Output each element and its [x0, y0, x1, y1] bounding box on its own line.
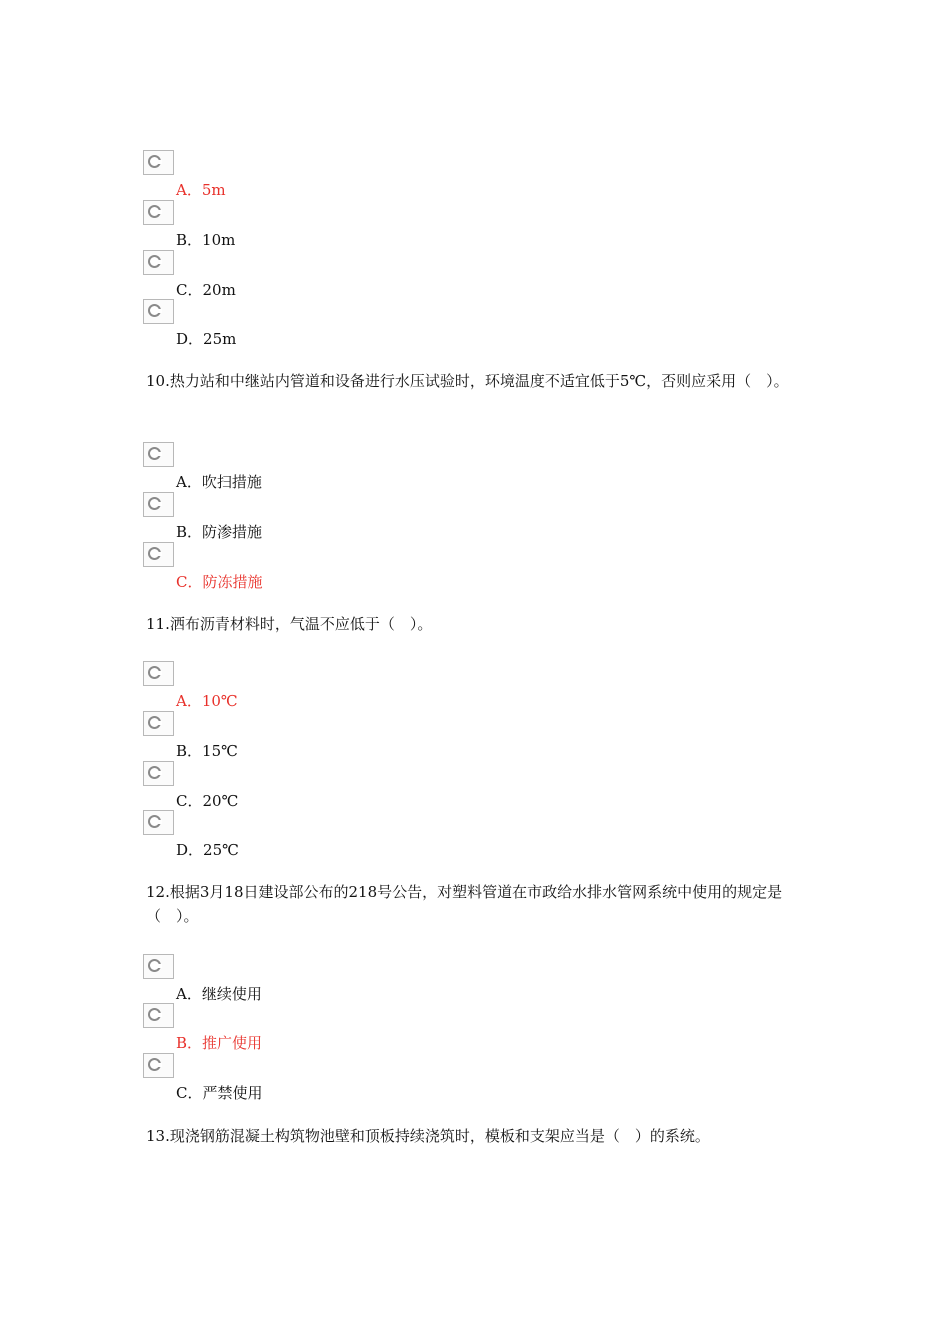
radio-option-9d[interactable] — [143, 299, 174, 324]
question-text — [146, 612, 806, 636]
option-label-9c: C．20m — [176, 281, 236, 299]
option-label-10a: A．吹扫措施 — [176, 473, 262, 491]
option-label-9a: A．5m — [176, 181, 226, 199]
radio-circle-icon — [148, 716, 161, 729]
option-label-10c: C．防冻措施 — [176, 573, 263, 591]
question-text — [146, 369, 806, 393]
question-stem: 根据3月18日建设部公布的218号公告，对塑料管道在市政给水排水管网系统中使用的规定是（ ）。 — [146, 883, 783, 925]
option-label-12c: C．严禁使用 — [176, 1084, 263, 1102]
radio-option-12b[interactable] — [143, 1003, 174, 1028]
radio-option-11d[interactable] — [143, 810, 174, 835]
option-label-11c: C．20℃ — [176, 792, 239, 810]
radio-option-10a[interactable] — [143, 442, 174, 467]
option-label-11b: B．15℃ — [176, 742, 238, 760]
radio-circle-icon — [148, 1008, 161, 1021]
radio-circle-icon — [148, 205, 161, 218]
radio-option-11c[interactable] — [143, 761, 174, 786]
question-number: 10. — [146, 372, 170, 390]
option-label-12a: A．继续使用 — [176, 985, 262, 1003]
radio-circle-icon — [148, 547, 161, 560]
option-label-11a: A．10℃ — [176, 692, 238, 710]
radio-circle-icon — [148, 255, 161, 268]
question-stem: 洒布沥青材料时，气温不应低于（ ）。 — [169, 615, 433, 633]
option-label-9d: D．25m — [176, 330, 237, 348]
radio-circle-icon — [148, 497, 161, 510]
radio-option-10b[interactable] — [143, 492, 174, 517]
radio-option-11a[interactable] — [143, 661, 174, 686]
radio-circle-icon — [148, 1058, 161, 1071]
radio-option-12c[interactable] — [143, 1053, 174, 1078]
question-text — [146, 880, 806, 928]
question-number: 13. — [146, 1127, 170, 1145]
radio-circle-icon — [148, 815, 161, 828]
question-number: 12. — [146, 883, 170, 901]
question-text — [146, 1124, 806, 1148]
radio-option-12a[interactable] — [143, 954, 174, 979]
radio-circle-icon — [148, 766, 161, 779]
question-stem: 热力站和中继站内管道和设备进行水压试验时，环境温度不适宜低于5℃，否则应采用（ ）。 — [169, 372, 789, 390]
option-label-12b: B．推广使用 — [176, 1034, 263, 1052]
option-label-9b: B．10m — [176, 231, 236, 249]
radio-option-10c[interactable] — [143, 542, 174, 567]
radio-option-9c[interactable] — [143, 250, 174, 275]
option-label-10b: B．防渗措施 — [176, 523, 263, 541]
radio-option-9b[interactable] — [143, 200, 174, 225]
radio-circle-icon — [148, 155, 161, 168]
question-stem: 现浇钢筋混凝土构筑物池壁和顶板持续浇筑时，模板和支架应当是（ ）的系统。 — [169, 1127, 710, 1145]
radio-option-9a[interactable] — [143, 150, 174, 175]
radio-circle-icon — [148, 959, 161, 972]
option-label-11d: D．25℃ — [176, 841, 239, 859]
radio-circle-icon — [148, 304, 161, 317]
question-number: 11. — [146, 615, 170, 633]
radio-circle-icon — [148, 447, 161, 460]
radio-option-11b[interactable] — [143, 711, 174, 736]
radio-circle-icon — [148, 666, 161, 679]
